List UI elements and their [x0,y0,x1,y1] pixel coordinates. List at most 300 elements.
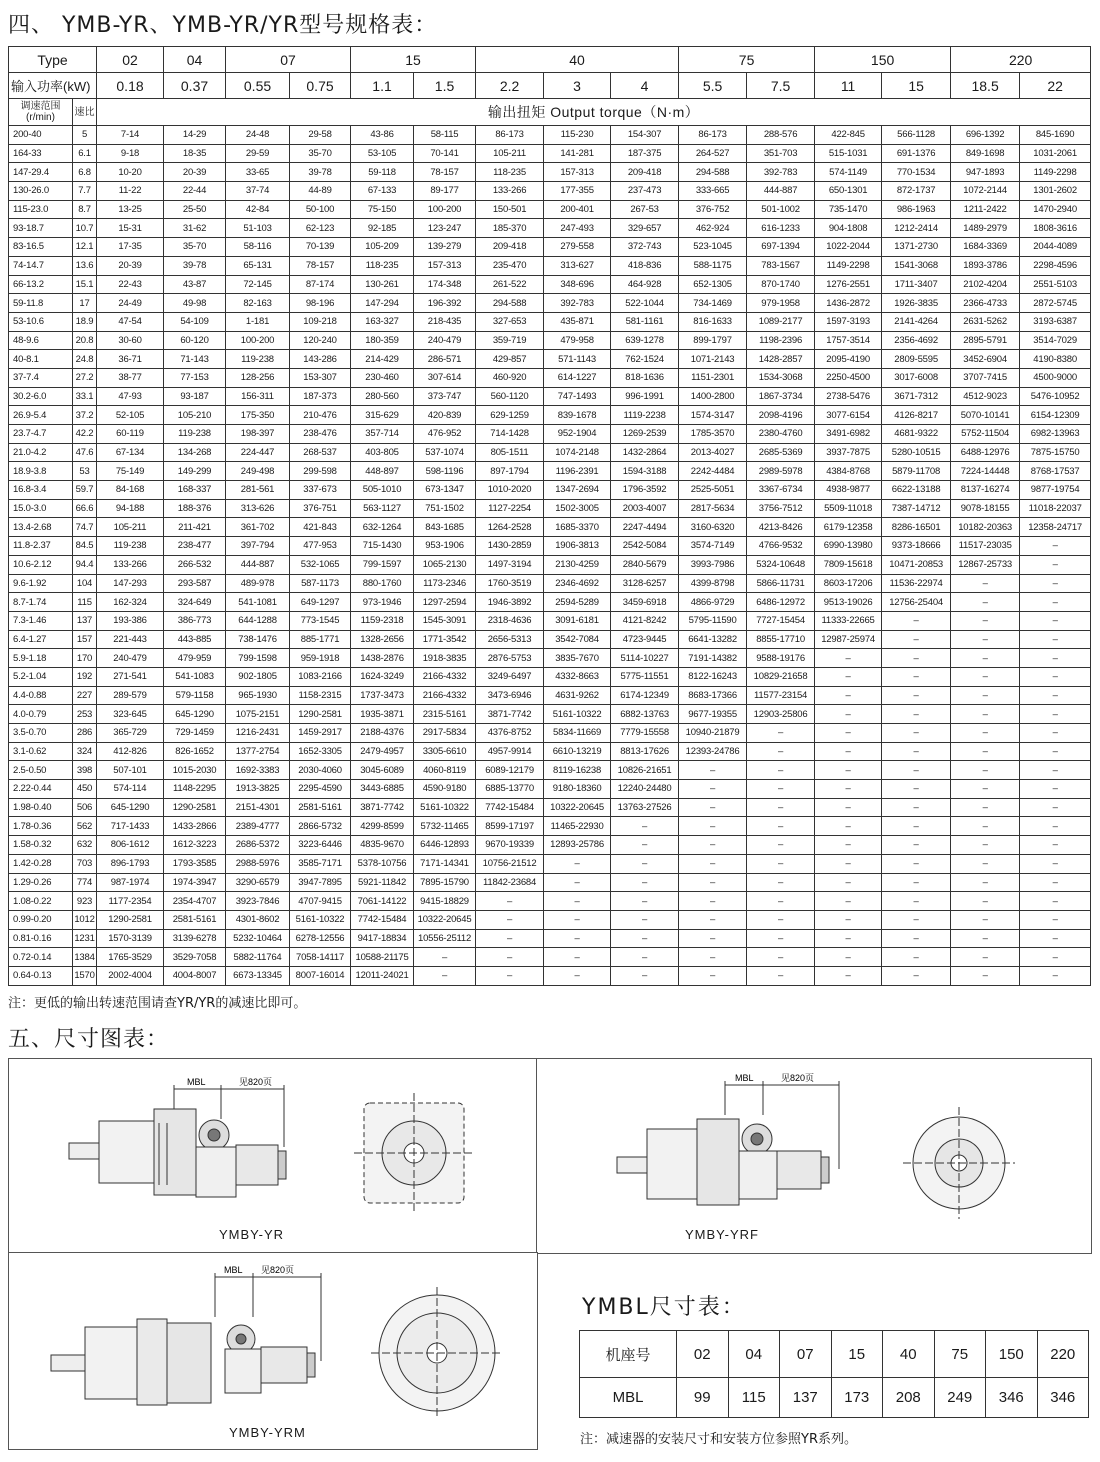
torque-cell: 1269-2539 [611,425,679,444]
torque-cell: 141-281 [544,144,611,163]
speed-range-cell: 3.1-0.62 [9,742,73,761]
torque-cell: – [1020,611,1091,630]
torque-cell: 22-43 [97,275,164,294]
torque-cell: – [747,948,815,967]
torque-cell: 1031-2061 [1020,144,1091,163]
torque-cell: 2872-5745 [1020,294,1091,313]
spec-table [8,46,1091,986]
torque-cell: – [1020,555,1091,574]
torque-cell: 1612-3223 [164,836,226,855]
torque-cell: 7727-15454 [747,611,815,630]
torque-cell: 1570-3139 [97,929,164,948]
torque-cell: 348-696 [544,275,611,294]
ratio-cell: 450 [73,780,97,799]
torque-cell: 3993-7986 [679,555,747,574]
ratio-cell: 562 [73,817,97,836]
torque-cell: 37-74 [226,182,290,201]
ratio-cell: 18.9 [73,312,97,331]
torque-cell: 392-783 [747,163,815,182]
torque-cell: 87-174 [290,275,351,294]
torque-cell: 448-897 [351,462,414,481]
table-row [9,948,1091,967]
torque-cell: 6641-13282 [679,630,747,649]
torque-cell: 1074-2148 [544,443,611,462]
speed-range-cell: 40-8.1 [9,350,73,369]
torque-cell: 537-1074 [414,443,476,462]
torque-cell: 109-218 [290,312,351,331]
torque-cell: 4938-9877 [815,481,882,500]
table-row [9,742,1091,761]
torque-cell: 5752-11504 [951,425,1020,444]
torque-cell: 1541-3068 [882,256,951,275]
type-label: Type [9,47,97,73]
torque-cell: 376-751 [290,499,351,518]
type-row [9,47,1091,73]
torque-cell: 1264-2528 [476,518,544,537]
torque-cell: 1502-3005 [544,499,611,518]
torque-cell: 1022-2044 [815,238,882,257]
torque-cell: 987-1974 [97,873,164,892]
torque-cell: 7875-15750 [1020,443,1091,462]
torque-cell: 1173-2346 [414,574,476,593]
torque-cell: 2895-5791 [951,331,1020,350]
torque-cell: 3128-6257 [611,574,679,593]
torque-cell: 5280-10515 [882,443,951,462]
torque-cell: 2166-4332 [414,686,476,705]
torque-cell: – [815,686,882,705]
torque-cell: 10829-21658 [747,667,815,686]
section-5-title: 五、尺寸图表： [8,1027,170,1052]
torque-cell: 2866-5732 [290,817,351,836]
torque-cell: – [1020,873,1091,892]
torque-cell: 22-44 [164,182,226,201]
torque-cell: 6154-12309 [1020,406,1091,425]
torque-cell: 1737-3473 [351,686,414,705]
table-row [9,649,1091,668]
torque-cell: – [747,724,815,743]
torque-cell: 1430-2859 [476,537,544,556]
ymby-yr-see-page: 见820页 [239,1077,273,1087]
speed-range-cell: 1.29-0.26 [9,873,73,892]
torque-cell: 4723-9445 [611,630,679,649]
torque-cell: 872-1737 [882,182,951,201]
type-cell: 15 [351,47,476,73]
torque-cell: – [1020,742,1091,761]
table-row [9,780,1091,799]
torque-cell: 1594-3188 [611,462,679,481]
torque-cell: 29-59 [226,144,290,163]
torque-cell: 25-50 [164,200,226,219]
torque-cell: 2389-4777 [226,817,290,836]
torque-cell: – [815,817,882,836]
torque-cell: 149-299 [164,462,226,481]
speed-range-cell: 53-10.6 [9,312,73,331]
power-cell: 0.37 [164,73,226,99]
torque-cell: 3305-6610 [414,742,476,761]
torque-cell: – [815,873,882,892]
torque-cell: 644-1288 [226,611,290,630]
ymby-yrf-caption: YMBY-YRF [685,1227,759,1242]
torque-cell: 1574-3147 [679,406,747,425]
table-row [9,929,1091,948]
torque-cell: 218-435 [414,312,476,331]
torque-cell: 2242-4484 [679,462,747,481]
torque-cell: 24-48 [226,126,290,145]
torque-cell: 3947-7895 [290,873,351,892]
torque-cell: 134-268 [164,443,226,462]
torque-cell: 1159-2318 [351,611,414,630]
torque-cell: 86-173 [679,126,747,145]
torque-cell: – [815,780,882,799]
torque-cell: 826-1652 [164,742,226,761]
torque-cell: 2356-4692 [882,331,951,350]
torque-cell: – [1020,667,1091,686]
torque-cell: 1796-3592 [611,481,679,500]
torque-cell: 351-703 [747,144,815,163]
ratio-cell: 774 [73,873,97,892]
torque-cell: 11517-23035 [951,537,1020,556]
torque-cell: 3223-6446 [290,836,351,855]
power-cell: 18.5 [951,73,1020,99]
torque-cell: 9877-19754 [1020,481,1091,500]
torque-cell: 2354-4707 [164,892,226,911]
torque-cell: 5882-11764 [226,948,290,967]
torque-cell: 541-1081 [226,593,290,612]
ratio-cell: 53 [73,462,97,481]
torque-cell: 10588-21175 [351,948,414,967]
torque-cell: 86-173 [476,126,544,145]
torque-cell: 94-188 [97,499,164,518]
torque-cell: 11577-23154 [747,686,815,705]
speed-range-cell: 93-18.7 [9,219,73,238]
torque-cell: – [951,574,1020,593]
torque-cell: 464-928 [611,275,679,294]
torque-cell: 35-70 [164,238,226,257]
torque-cell: 588-1175 [679,256,747,275]
torque-cell: 333-665 [679,182,747,201]
torque-cell: 123-247 [414,219,476,238]
torque-cell: – [951,742,1020,761]
ratio-cell: 1231 [73,929,97,948]
torque-cell: 714-1428 [476,425,544,444]
power-cell: 15 [882,73,951,99]
speed-range-cell: 1.42-0.28 [9,854,73,873]
torque-cell: 444-887 [747,182,815,201]
torque-cell: 1926-3835 [882,294,951,313]
torque-cell: 1760-3519 [476,574,544,593]
torque-cell: 119-238 [164,425,226,444]
type-cell: 04 [164,47,226,73]
torque-cell: – [747,966,815,985]
torque-cell: 1015-2030 [164,761,226,780]
torque-cell: 3491-6982 [815,425,882,444]
torque-cell: 175-350 [226,406,290,425]
torque-cell: 1328-2656 [351,630,414,649]
torque-cell: 3249-6497 [476,667,544,686]
torque-cell: 2581-5161 [290,798,351,817]
torque-cell: 1371-2730 [882,238,951,257]
torque-cell: 2542-5084 [611,537,679,556]
torque-cell: 697-1394 [747,238,815,257]
torque-cell: 885-1771 [290,630,351,649]
torque-cell: 2380-4760 [747,425,815,444]
speed-range-cell: 26.9-5.4 [9,406,73,425]
torque-cell: 6089-12179 [476,761,544,780]
torque-cell: 696-1392 [951,126,1020,145]
torque-cell: 476-952 [414,425,476,444]
power-cell: 7.5 [747,73,815,99]
table-row [9,312,1091,331]
table-row [9,387,1091,406]
torque-cell: 7058-14117 [290,948,351,967]
spec-note: 注：更低的输出转速范围请查YR/YR的减速比即可。 [8,996,307,1011]
torque-cell: 118-235 [351,256,414,275]
torque-cell: 6488-12976 [951,443,1020,462]
torque-cell: 10322-20645 [544,798,611,817]
torque-cell: – [951,966,1020,985]
torque-cell: 288-576 [747,126,815,145]
torque-cell: 2002-4004 [97,966,164,985]
table-row [9,555,1091,574]
drawing-ymby-yrm [8,1252,538,1450]
torque-cell: 6610-13219 [544,742,611,761]
torque-cell: 174-348 [414,275,476,294]
torque-cell: – [951,929,1020,948]
torque-cell: 237-473 [611,182,679,201]
torque-cell: – [882,630,951,649]
torque-cell: 444-887 [226,555,290,574]
torque-cell: 235-470 [476,256,544,275]
torque-cell: – [1020,630,1091,649]
torque-cell: – [882,761,951,780]
torque-cell: 2188-4376 [351,724,414,743]
torque-cell: 1196-2391 [544,462,611,481]
torque-cell: 7191-14382 [679,649,747,668]
ratio-cell: 703 [73,854,97,873]
torque-cell: 2095-4190 [815,350,882,369]
torque-cell: – [951,761,1020,780]
mbl-value-cell: 346 [1037,1378,1089,1418]
torque-cell: 7895-15790 [414,873,476,892]
torque-cell: 959-1918 [290,649,351,668]
torque-cell: – [679,948,747,967]
torque-cell: 422-845 [815,126,882,145]
torque-cell: 8122-16243 [679,667,747,686]
table-row [9,873,1091,892]
torque-cell: – [544,854,611,873]
torque-cell: 2686-5372 [226,836,290,855]
torque-cell: – [882,649,951,668]
torque-cell: 5232-10464 [226,929,290,948]
torque-cell: 8683-17366 [679,686,747,705]
torque-cell: 365-729 [97,724,164,743]
torque-cell: 147-294 [351,294,414,313]
torque-cell: 12987-25974 [815,630,882,649]
torque-cell: – [747,836,815,855]
torque-cell: 747-1493 [544,387,611,406]
speed-range-cell: 1.08-0.22 [9,892,73,911]
table-row [9,724,1091,743]
torque-cell: 650-1301 [815,182,882,201]
ymby-yrm-drawing-svg [9,1253,537,1449]
torque-cell: – [1020,910,1091,929]
torque-cell: 965-1930 [226,686,290,705]
torque-cell: 6174-12349 [611,686,679,705]
torque-cell: 3045-6089 [351,761,414,780]
power-cell: 0.18 [97,73,164,99]
ratio-cell: 17 [73,294,97,313]
torque-cell: – [1020,854,1091,873]
table-row [9,686,1091,705]
torque-cell: 2988-5976 [226,854,290,873]
torque-cell: – [476,948,544,967]
torque-cell: 247-493 [544,219,611,238]
torque-cell: – [951,705,1020,724]
ratio-cell: 7.7 [73,182,97,201]
torque-cell: 264-527 [679,144,747,163]
torque-cell: 412-826 [97,742,164,761]
torque-cell: 1148-2295 [164,780,226,799]
torque-cell: 2656-5313 [476,630,544,649]
torque-cell: – [544,966,611,985]
torque-cell: 4835-9670 [351,836,414,855]
torque-cell: – [815,854,882,873]
mbl-frame-cell: 220 [1037,1331,1089,1378]
torque-cell: 77-153 [164,368,226,387]
torque-cell: 645-1290 [164,705,226,724]
torque-cell: 2315-5161 [414,705,476,724]
torque-cell: 3290-6579 [226,873,290,892]
torque-cell: 209-418 [611,163,679,182]
torque-cell: 522-1044 [611,294,679,313]
table-row [9,350,1091,369]
torque-cell: 10322-20645 [414,910,476,929]
torque-cell: 6885-13770 [476,780,544,799]
speed-range-cell: 21.0-4.2 [9,443,73,462]
torque-cell: 532-1065 [290,555,351,574]
torque-cell: 1808-3616 [1020,219,1091,238]
speed-range-cell: 0.81-0.16 [9,929,73,948]
mbl-value-cell: 115 [728,1378,780,1418]
torque-cell: 2479-4957 [351,742,414,761]
torque-cell: 8007-16014 [290,966,351,985]
torque-cell: – [747,817,815,836]
torque-cell: 67-134 [97,443,164,462]
torque-cell: 13763-27526 [611,798,679,817]
torque-cell: 3923-7846 [226,892,290,911]
torque-cell: 505-1010 [351,481,414,500]
mbl-value-cell: 99 [677,1378,729,1418]
table-row [9,163,1091,182]
torque-cell: 587-1173 [290,574,351,593]
torque-cell: 4631-9262 [544,686,611,705]
ymby-yrm-mbl-label: MBL [224,1265,243,1275]
torque-cell: 5921-11842 [351,873,414,892]
torque-cell: 4190-8380 [1020,350,1091,369]
torque-cell: 770-1534 [882,163,951,182]
speed-range-cell: 1.98-0.40 [9,798,73,817]
torque-cell: 880-1760 [351,574,414,593]
torque-cell: 614-1227 [544,368,611,387]
torque-cell: 49-98 [164,294,226,313]
torque-cell: 4766-9532 [747,537,815,556]
torque-cell: 5509-11018 [815,499,882,518]
torque-cell: 198-397 [226,425,290,444]
torque-cell: – [414,948,476,967]
torque-cell: 1867-3734 [747,387,815,406]
torque-cell: 133-266 [476,182,544,201]
torque-cell: 8137-16274 [951,481,1020,500]
ratio-cell: 253 [73,705,97,724]
torque-cell: 12393-24786 [679,742,747,761]
torque-cell: 315-629 [351,406,414,425]
torque-cell: 435-871 [544,312,611,331]
torque-cell: 324-649 [164,593,226,612]
ratio-cell: 20.8 [73,331,97,350]
torque-cell: – [882,892,951,911]
speed-range-cell: 7.3-1.46 [9,611,73,630]
table-row [9,182,1091,201]
torque-cell: 715-1430 [351,537,414,556]
torque-cell: 78-157 [290,256,351,275]
table-row [9,761,1091,780]
torque-cell: 361-702 [226,518,290,537]
torque-cell: 261-522 [476,275,544,294]
torque-cell: 3452-6904 [951,350,1020,369]
torque-cell: 8603-17206 [815,574,882,593]
torque-cell: 52-105 [97,406,164,425]
torque-cell: 1065-2130 [414,555,476,574]
torque-cell: – [882,611,951,630]
ratio-cell: 324 [73,742,97,761]
torque-cell: 1470-2940 [1020,200,1091,219]
torque-cell: 54-109 [164,312,226,331]
torque-cell: – [882,929,951,948]
table-row [9,275,1091,294]
torque-cell: 289-579 [97,686,164,705]
torque-cell: 2738-5476 [815,387,882,406]
torque-cell: 120-240 [290,331,351,350]
table-row [9,966,1091,985]
torque-cell: 6982-13963 [1020,425,1091,444]
torque-cell: 187-373 [290,387,351,406]
torque-cell: 3585-7171 [290,854,351,873]
torque-cell: 4957-9914 [476,742,544,761]
torque-cell: 3671-7312 [882,387,951,406]
torque-cell: 3542-7084 [544,630,611,649]
torque-cell: 268-537 [290,443,351,462]
mbl-frame-label: 机座号 [580,1331,677,1378]
speed-range-cell: 0.72-0.14 [9,948,73,967]
torque-cell: – [815,966,882,985]
torque-cell: 147-293 [97,574,164,593]
torque-cell: 294-588 [679,163,747,182]
torque-cell: 4512-9023 [951,387,1020,406]
torque-cell: – [951,667,1020,686]
torque-cell: 238-476 [290,425,351,444]
torque-cell: 738-1476 [226,630,290,649]
torque-cell: 210-476 [290,406,351,425]
torque-cell: 9-18 [97,144,164,163]
speed-range-cell: 200-40 [9,126,73,145]
torque-cell: 1290-2581 [290,705,351,724]
torque-cell: 4301-8602 [226,910,290,929]
torque-cell: 6882-13763 [611,705,679,724]
torque-cell: 15-31 [97,219,164,238]
ratio-cell: 12.1 [73,238,97,257]
torque-cell: 24-49 [97,294,164,313]
torque-cell: 118-235 [476,163,544,182]
